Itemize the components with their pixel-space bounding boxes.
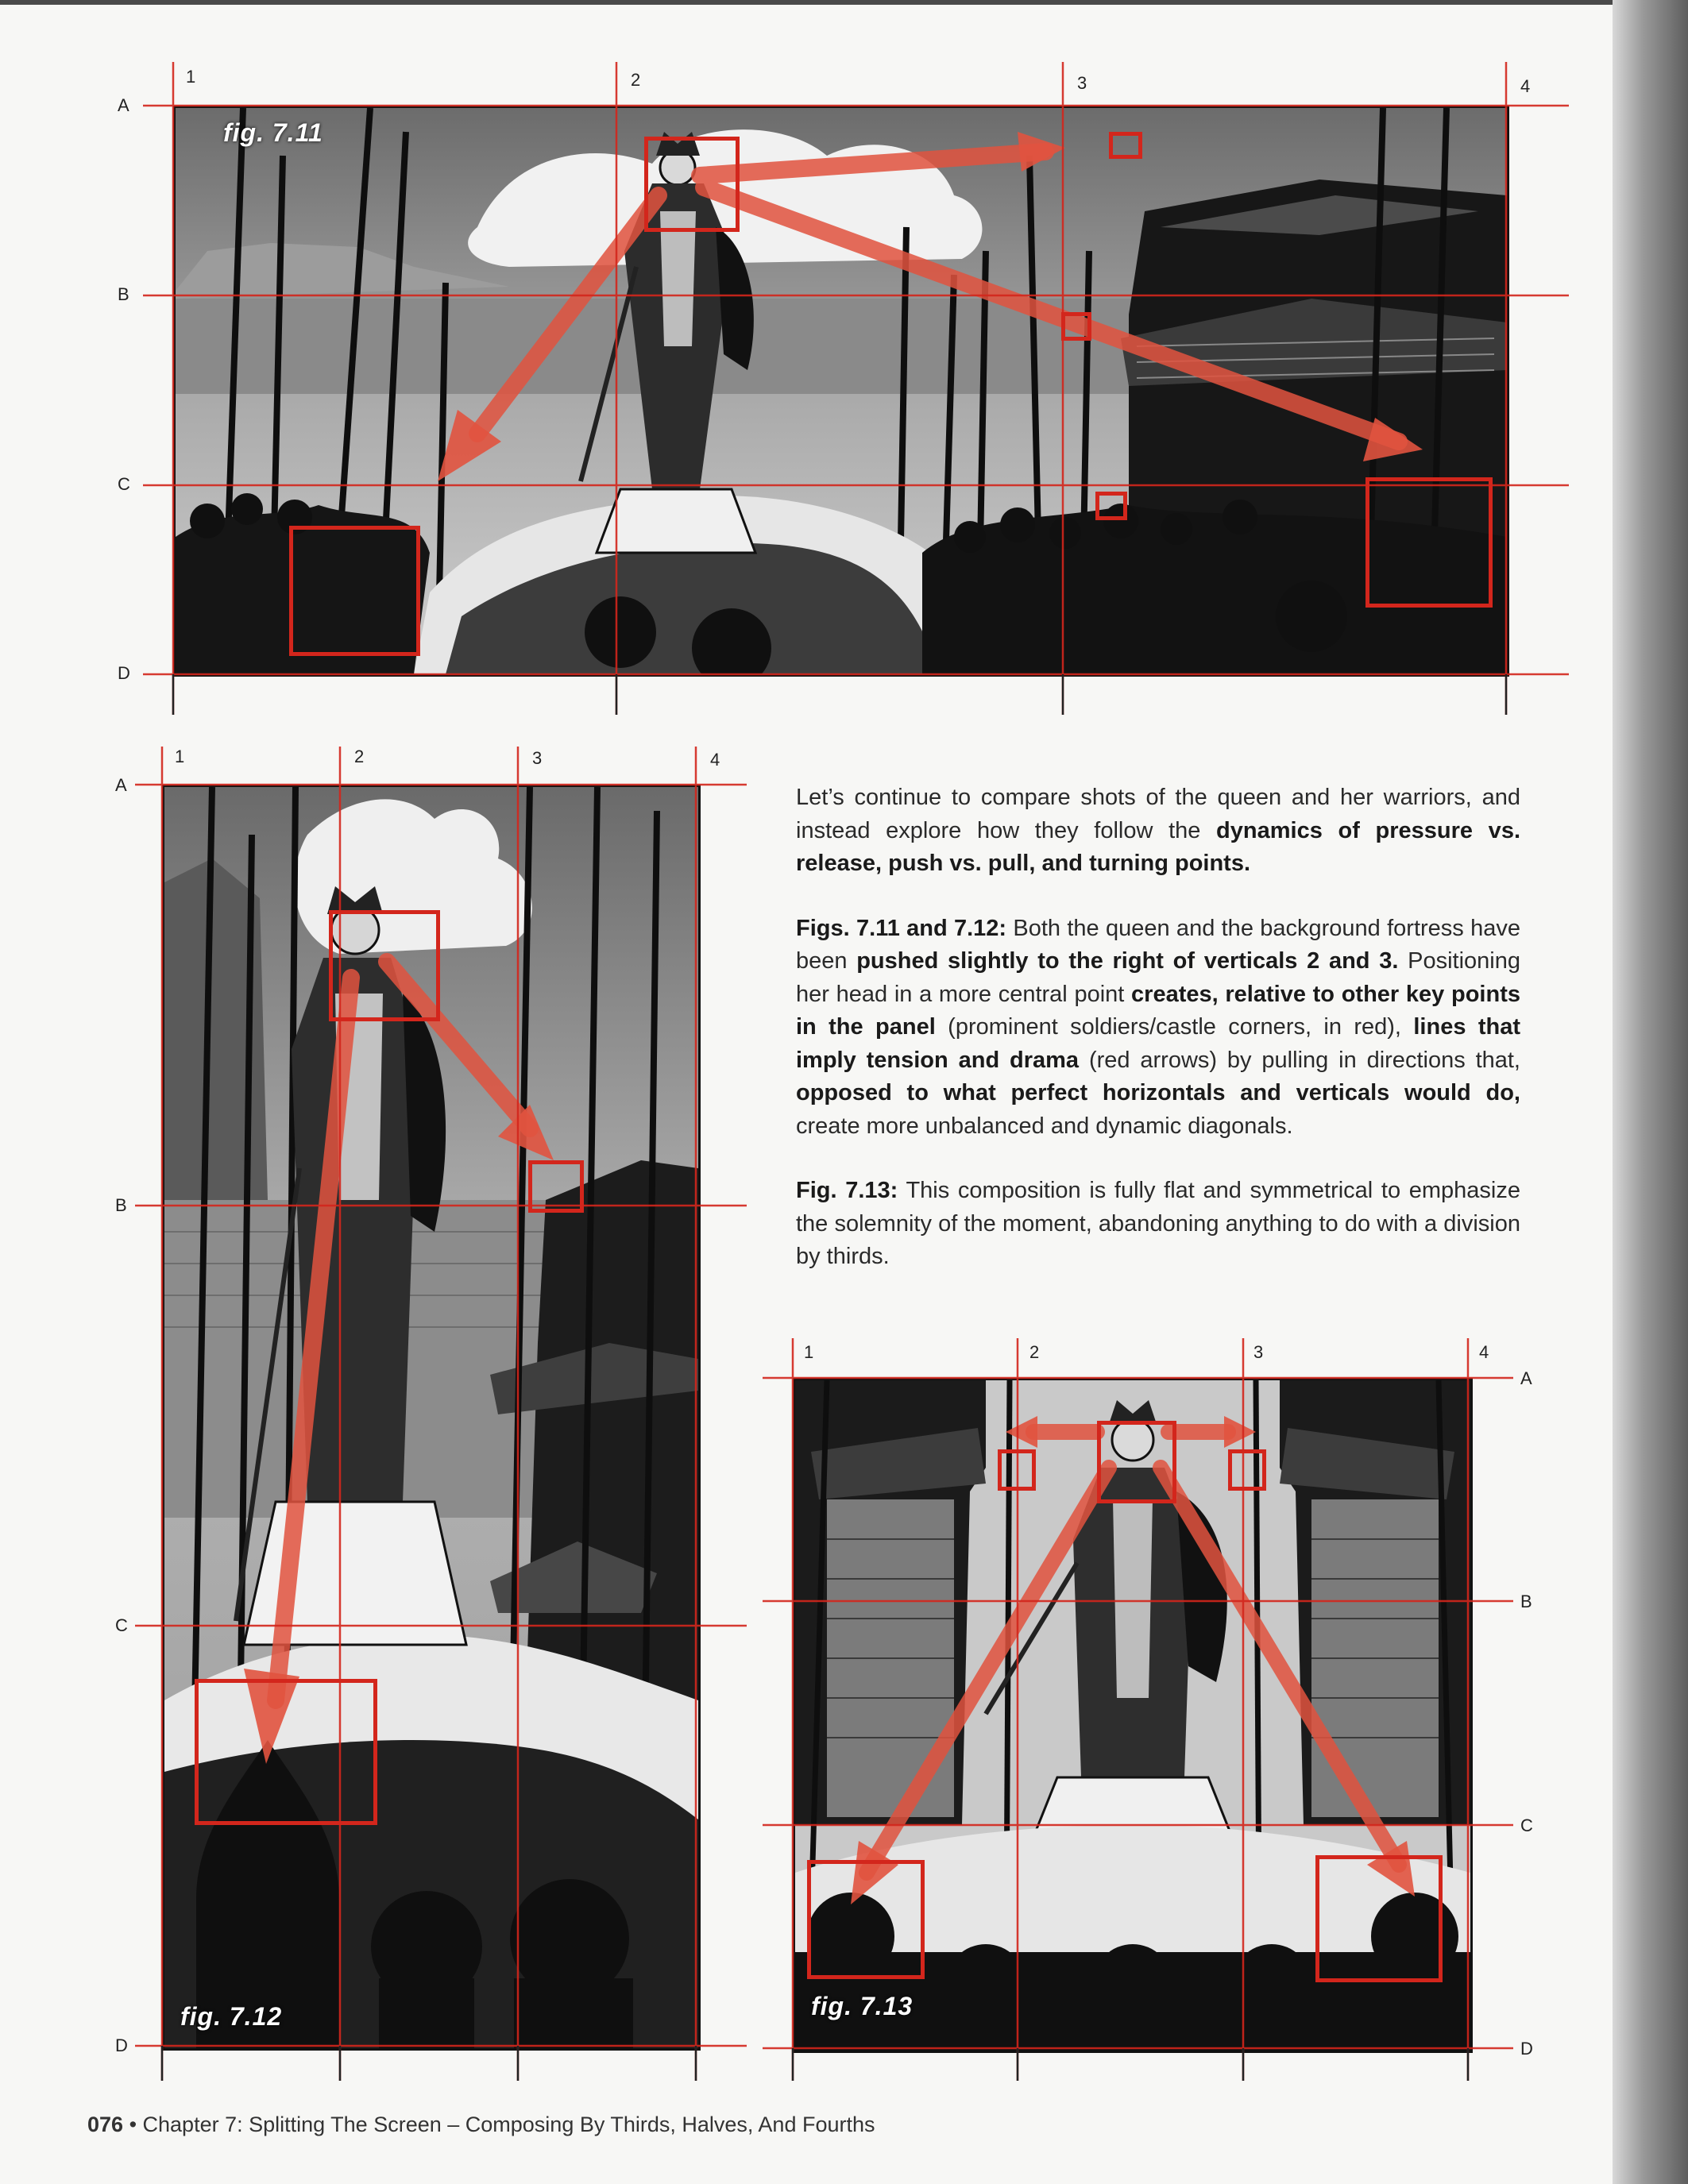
grid-col-label-1-711: 1 (186, 67, 196, 87)
redbox-soldier-right-713 (1315, 1855, 1443, 1982)
grid-col-label-4-711: 4 (1520, 76, 1531, 96)
redbox-tower-right-713 (1228, 1449, 1266, 1491)
redbox-queen-head-713 (1097, 1421, 1176, 1503)
footer-bullet: • (123, 2113, 143, 2136)
grid-row-label-d-711: D (118, 663, 130, 683)
grid-row-label-c-713: C (1520, 1815, 1533, 1835)
paragraph-figs-711-712: Figs. 7.11 and 7.12: Both the queen and the background fortress have been pushed slightly to the right of verticals 2 and 3. Positioning her head in a more central point creates, relative to other key points in the panel (prominent soldiers/castle corners, in red), lines that imply tension and drama (red arrows) by pulling in directions that, opposed to what perfect horizontals and verticals would do, create more unbalanced and dynamic diagonals. (796, 915, 1520, 1139)
grid-col-label-3-712: 3 (532, 748, 543, 768)
grid-col-label-4-713: 4 (1479, 1342, 1489, 1362)
grid-row-label-a-711: A (118, 95, 129, 115)
page-binding-shadow (1613, 0, 1688, 2184)
redbox-queen-head-712 (329, 910, 440, 1021)
grid-row-label-c-711: C (118, 474, 130, 494)
grid-row-label-d-713: D (1520, 2039, 1533, 2059)
bold-phrase: dynamics of pressure vs. release, push vs. pull, and turning points. (796, 817, 1520, 876)
redbox-soldier-left-713 (807, 1860, 925, 1979)
redbox-castle-corner-712 (528, 1160, 584, 1213)
grid-col-label-1-712: 1 (175, 747, 185, 766)
redbox-soldier-small-711 (1095, 492, 1127, 520)
page-number: 076 (87, 2113, 124, 2136)
bold-phrase: lines that imply tension and drama (796, 1014, 1520, 1073)
redbox-soldier-712 (195, 1679, 377, 1825)
redbox-soldier-right-711 (1365, 477, 1493, 608)
redbox-castle-mid-711 (1061, 312, 1091, 341)
figure-label-711: fig. 7.11 (223, 118, 323, 147)
redbox-tower-left-713 (998, 1449, 1036, 1491)
grid-col-label-4-712: 4 (710, 750, 720, 770)
paragraph-lead: Fig. 7.13: (796, 1178, 898, 1203)
paragraph-intro: Let’s continue to compare shots of the queen and her warriors, and instead explore how they follow the dynamics of pressure vs. release, push vs. pull, and turning points. (796, 785, 1520, 876)
figure-label-713: fig. 7.13 (811, 1992, 914, 2020)
grid-col-label-2-713: 2 (1029, 1342, 1040, 1362)
grid-row-label-a-713: A (1520, 1368, 1532, 1388)
grid-row-label-b-711: B (118, 284, 129, 304)
grid-col-label-2-711: 2 (631, 70, 641, 90)
grid-row-label-c-712: C (115, 1615, 128, 1635)
grid-row-label-b-712: B (115, 1195, 127, 1215)
paragraph-lead: Figs. 7.11 and 7.12: (796, 915, 1007, 941)
grid-row-label-a-712: A (115, 775, 127, 795)
bold-phrase: creates, relative to other key points in the panel (796, 981, 1520, 1040)
page-footer (87, 2113, 875, 2137)
grid-col-label-1-713: 1 (804, 1342, 814, 1362)
figure-7-12-panel (162, 785, 701, 2051)
redbox-soldier-left-711 (289, 526, 420, 656)
article-body (796, 781, 1520, 1306)
paragraph-fig-713: Fig. 7.13: This composition is fully flat and symmetrical to emphasize the solemnity of the moment, abandoning anything to do with a division by thirds. (796, 1178, 1520, 1269)
bold-phrase: opposed to what perfect horizontals and verticals would do, (796, 1080, 1520, 1106)
redbox-castle-corner-711 (1109, 132, 1142, 159)
top-edge-rule (0, 0, 1688, 5)
figure-label-712: fig. 7.12 (180, 2002, 283, 2031)
grid-col-label-3-713: 3 (1253, 1342, 1264, 1362)
figure-7-11-panel (173, 106, 1509, 677)
bold-phrase: pushed slightly to the right of verticals 2 and 3. (856, 948, 1399, 974)
redbox-queen-head-711 (644, 137, 740, 232)
grid-col-label-3-711: 3 (1077, 73, 1087, 93)
grid-row-label-b-713: B (1520, 1592, 1532, 1611)
chapter-title: Chapter 7: Splitting The Screen – Composing By Thirds, Halves, And Fourths (142, 2113, 875, 2136)
grid-col-label-2-712: 2 (354, 747, 365, 766)
grid-row-label-d-712: D (115, 2035, 128, 2055)
figure-7-13-panel (793, 1378, 1473, 2053)
